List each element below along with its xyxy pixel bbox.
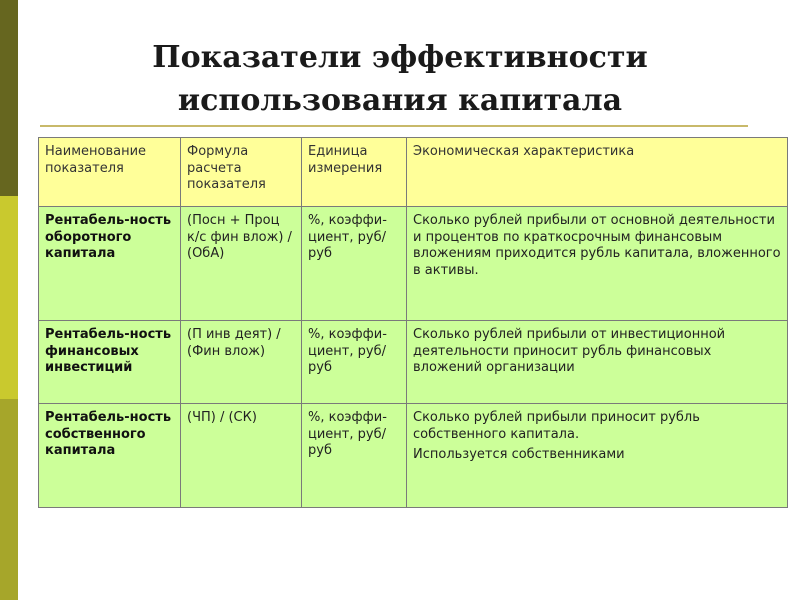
cell-name: Рентабель-ность собственного капитала <box>39 404 181 508</box>
page-title: Показатели эффективности использования капитала <box>152 40 648 118</box>
cell-formula: (Посн + Проц к/с фин влож) / (ОбА) <box>181 207 302 321</box>
sidebar-block-light <box>0 196 18 399</box>
sidebar-block-dark <box>0 0 18 196</box>
cell-name: Рентабель-ность финансовых инвестиций <box>39 321 181 404</box>
header-formula: Формула расчета показателя <box>181 138 302 207</box>
cell-description: Сколько рублей прибыли от инвестиционной деятельности приносит рубль финансовых вложений организации <box>407 321 788 404</box>
cell-description: Сколько рублей прибыли от основной деятельности и процентов по краткосрочным финансовым вложениям приходится рубль капитала, вложенного в активы. <box>407 207 788 321</box>
table-row <box>39 321 788 404</box>
cell-unit: %, коэффи-циент, руб/руб <box>302 321 407 404</box>
title-divider <box>40 125 748 127</box>
table-row <box>39 207 788 321</box>
header-name: Наименование показателя <box>39 138 181 207</box>
header-unit: Единица измерения <box>302 138 407 207</box>
cell-name: Рентабель-ность оборотного капитала <box>39 207 181 321</box>
sidebar-block-mid <box>0 399 18 600</box>
cell-formula: (ЧП) / (СК) <box>181 404 302 508</box>
sidebar-decoration <box>0 0 18 600</box>
cell-unit: %, коэффи-циент, руб/руб <box>302 404 407 508</box>
table-row <box>39 404 788 508</box>
cell-description-container <box>407 404 788 508</box>
cell-description: Сколько рублей прибыли приносит рубль собственного капитала. <box>413 410 700 442</box>
cell-unit: %, коэффи-циент, руб/руб <box>302 207 407 321</box>
cell-description-note: Используется собственниками <box>413 447 625 462</box>
cell-formula: (П инв деят) / (Фин влож) <box>181 321 302 404</box>
indicators-table <box>38 137 788 508</box>
table-header-row <box>39 138 788 207</box>
header-description: Экономическая характеристика <box>407 138 788 207</box>
